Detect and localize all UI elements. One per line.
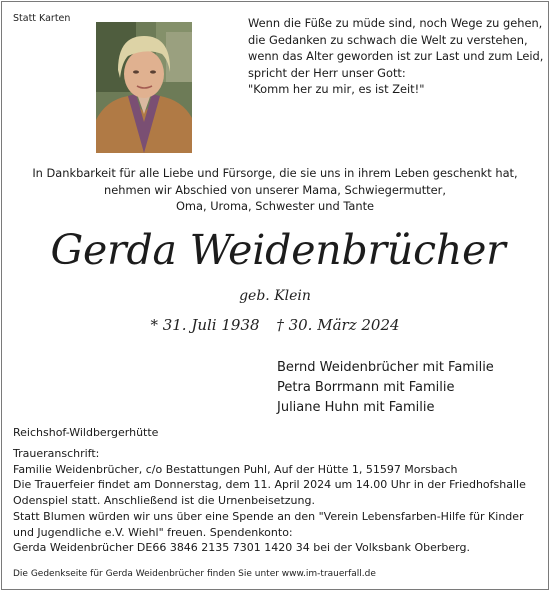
details-line: Statt Blumen würden wir uns über eine Spende an den "Verein Lebensfarben-Hilfe für Kinder xyxy=(13,509,524,523)
place-name: Reichshof-Wildbergerhütte xyxy=(13,426,159,439)
life-dates xyxy=(2,316,548,334)
quote-line: spricht der Herr unser Gott: xyxy=(248,65,406,80)
mourners-list xyxy=(277,358,494,418)
birth-name: geb. Klein xyxy=(239,288,311,304)
details-line: Die Trauerfeier findet am Donnerstag, dem 11. April 2024 um 14.00 Uhr in der Friedhofshalle xyxy=(13,478,526,492)
quote-line: wenn das Alter geworden ist zur Last und zum Leid, xyxy=(248,49,544,63)
details-line: Odenspiel statt. Anschließend ist die Urnenbeisetzung. xyxy=(13,494,315,508)
mourner-item: Bernd Weidenbrücher mit Familie xyxy=(277,360,494,375)
gratitude-line: nehmen wir Abschied von unserer Mama, Schwiegermutter, xyxy=(104,182,446,197)
header-label: Statt Karten xyxy=(13,13,71,24)
gratitude-text xyxy=(2,165,548,215)
memorial-page-footer: Die Gedenkseite für Gerda Weidenbrücher finden Sie unter www.im-trauerfall.de xyxy=(13,569,376,579)
mourner-item: Juliane Huhn mit Familie xyxy=(277,400,435,415)
details-line: Gerda Weidenbrücher DE66 3846 2135 7301 1420 34 bei der Volksbank Oberberg. xyxy=(13,541,470,555)
quote-line: die Gedanken zu schwach die Welt zu verstehen, xyxy=(248,32,528,47)
poem-quote xyxy=(248,15,548,98)
funeral-details xyxy=(13,446,543,556)
quote-line: Wenn die Füße zu müde sind, noch Wege zu gehen, xyxy=(248,16,543,30)
portrait-photo xyxy=(96,22,192,153)
death-date: † 30. März 2024 xyxy=(276,316,400,334)
gratitude-line: Oma, Uroma, Schwester und Tante xyxy=(175,199,375,213)
obituary-notice xyxy=(1,1,549,590)
details-line: Familie Weidenbrücher, c/o Bestattungen Puhl, Auf der Hütte 1, 51597 Morsbach xyxy=(13,462,458,476)
gratitude-line: In Dankbarkeit für alle Liebe und Fürsorge, die sie uns in ihrem Leben geschenkt hat, xyxy=(32,166,518,180)
birth-date: * 31. Juli 1938 xyxy=(150,316,260,334)
mourner-item: Petra Borrmann mit Familie xyxy=(277,380,455,395)
deceased-name: Gerda Weidenbrücher xyxy=(50,226,506,274)
details-line: Traueranschrift: xyxy=(13,447,100,460)
quote-line: "Komm her zu mir, es ist Zeit!" xyxy=(248,82,425,96)
details-line: und Jugendliche e.V. Wiehl" freuen. Spendenkonto: xyxy=(13,525,293,539)
